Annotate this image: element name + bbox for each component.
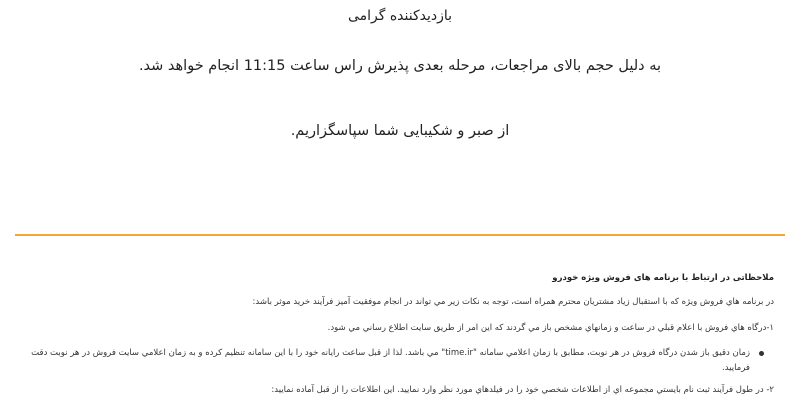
notes-item-1: ۱-درگاه هاي فروش با اعلام قبلي در ساعت و زمانهاي مشخص باز مي گردند كه اين امر از طريق سايت اطلاع رساني مي شود. <box>327 323 774 333</box>
notes-intro: در برنامه هاي فروش ويژه كه با استقبال زياد مشتريان محترم همراه است، توجه به نكات زير مي تواند در انجام موفقيت آميز فرآيند خريد موثر باشد: <box>252 297 774 307</box>
divider <box>15 234 785 236</box>
greeting-text: بازدیدکننده گرامی <box>347 8 453 24</box>
notes-bullet-text: زمان دقيق باز شدن درگاه فروش در هر نوبت، مطابق با زمان اعلامي سامانه "time.ir" مي باشد. لذا از قبل ساعت رايانه خود را با اين سامانه تنظيم كرده و به زمان اعلامي سايت فروش در هر نوبت دقت فرماييد. <box>31 348 750 373</box>
notes-title: ملاحظاتی در ارتباط با برنامه های فروش ویژه خودرو <box>552 273 774 283</box>
notes-bullet <box>22 346 774 376</box>
notes-section <box>22 270 774 408</box>
notes-item-2: ۲- در طول فرآيند ثبت نام بايستي مجموعه اي از اطلاعات شخصي خود را در فيلدهاي مورد نظر وارد نماييد. اين اطلاعات را از قبل آماده نماييد: <box>271 385 774 395</box>
queue-message: به دلیل حجم بالای مراجعات، مرحله بعدی پذیرش راس ساعت 11:15 انجام خواهد شد. <box>138 58 662 74</box>
bullet-dot-icon <box>759 351 764 356</box>
thanks-message: از صبر و شکیبایی شما سپاسگزاریم. <box>290 123 510 139</box>
